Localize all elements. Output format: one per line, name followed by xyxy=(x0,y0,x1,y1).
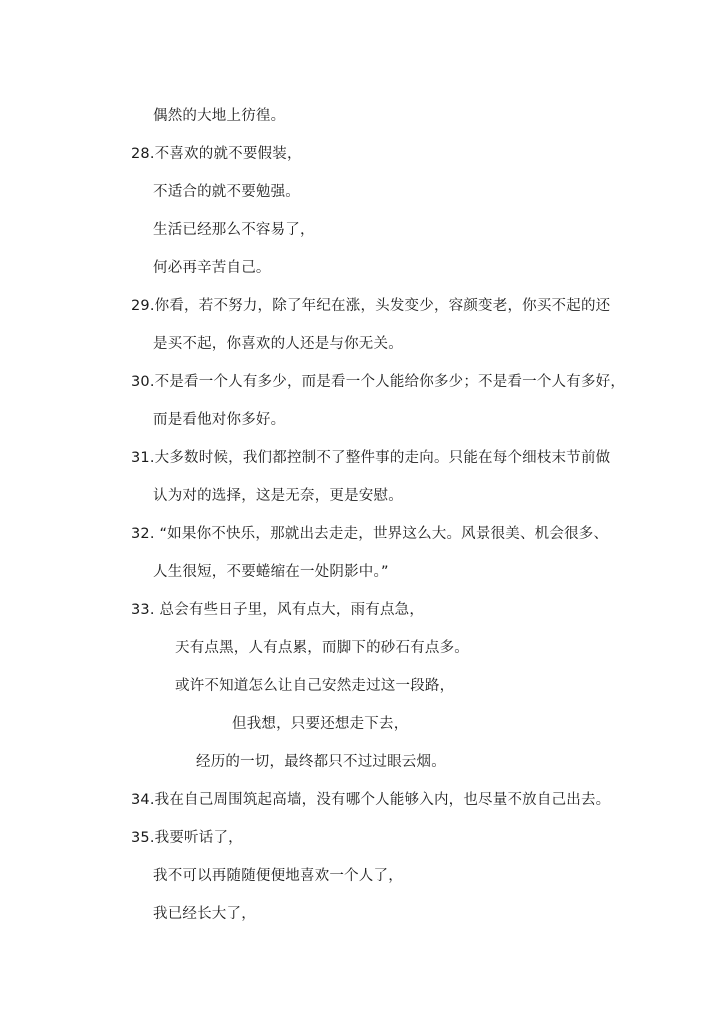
text-line: 33. 总会有些日子里，风有点大，雨有点急， xyxy=(131,602,425,618)
text-line: 认为对的选择，这是无奈，更是安慰。 xyxy=(153,488,403,504)
text-line: 35.我要听话了， xyxy=(131,830,243,846)
text-line: 生活已经那么不容易了， xyxy=(153,222,315,238)
text-line: 不适合的就不要勉强。 xyxy=(153,184,300,200)
text-line: 30.不是看一个人有多少，而是看一个人能给你多少；不是看一个人有多好， xyxy=(131,374,626,390)
text-line: 但我想，只要还想走下去， xyxy=(232,716,409,732)
text-line: 32. “如果你不快乐，那就出去走走，世界这么大。风景很美、机会很多、 xyxy=(131,526,609,542)
text-line: 是买不起，你喜欢的人还是与你无关。 xyxy=(153,336,403,352)
text-line: 而是看他对你多好。 xyxy=(153,412,286,428)
text-line: 我不可以再随随便便地喜欢一个人了， xyxy=(153,868,403,884)
text-line: 31.大多数时候，我们都控制不了整件事的走向。只能在每个细枝末节前做 xyxy=(131,450,611,466)
text-line: 我已经长大了， xyxy=(153,906,256,922)
text-line: 或许不知道怎么让自己安然走过这一段路， xyxy=(175,678,455,694)
text-line: 天有点黑，人有点累，而脚下的砂石有点多。 xyxy=(175,640,469,656)
text-line: 偶然的大地上彷徨。 xyxy=(153,108,286,124)
text-line: 经历的一切，最终都只不过过眼云烟。 xyxy=(196,754,446,770)
text-line: 人生很短，不要蜷缩在一处阴影中。” xyxy=(153,564,389,580)
text-line: 34.我在自己周围筑起高墙，没有哪个人能够入内，也尽量不放自己出去。 xyxy=(131,792,611,808)
text-line: 何必再辛苦自己。 xyxy=(153,260,271,276)
text-line: 28.不喜欢的就不要假装， xyxy=(131,146,302,162)
text-line: 29.你看，若不努力，除了年纪在涨，头发变少，容颜变老，你买不起的还 xyxy=(131,298,611,314)
